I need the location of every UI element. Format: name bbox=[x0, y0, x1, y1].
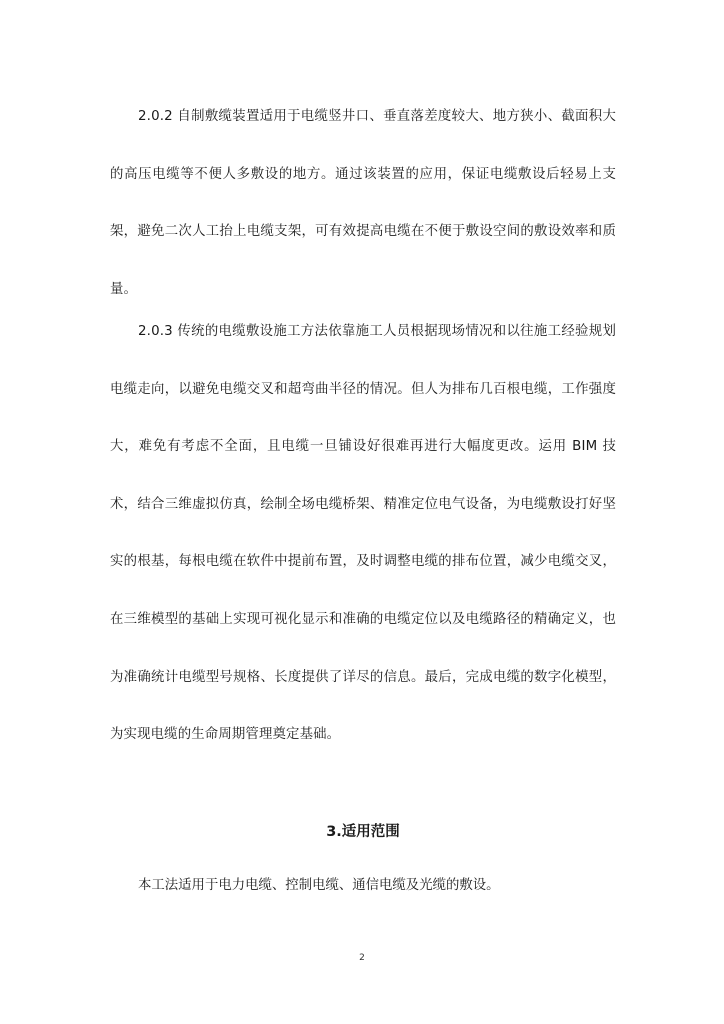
paragraph-text: 2.0.3 传统的电缆敷设施工方法依靠施工人员根据现场情况和以往施工经验规划电缆走向，以避免电缆交叉和超弯曲半径的情况。但人为排布几百根电缆，工作强度大，难免有考虑不全面，且电缆一旦铺设好很难再进行大幅度更改。运用 BIM 技术，结合三维虚拟仿真，绘制全场电缆桥架、精准定位电气设备，为电缆敷设打好坚实的根基，每根电缆在软件中提前布置，及时调整电缆的排布位置，减少电缆交叉，在三维模型的基础上实现可视化显示和准确的电缆定位以及电缆路径的精确定义，也为准确统计电缆型号规格、长度提供了详尽的信息。最后，完成电缆的数字化模型，为实现电缆的生命周期管理奠定基础。 bbox=[110, 324, 616, 743]
section-heading: 3.适用范围 bbox=[326, 824, 400, 840]
scope-paragraph bbox=[110, 874, 616, 898]
scope-text: 本工法适用于电力电缆、控制电缆、通信电缆及光缆的敷设。 bbox=[138, 878, 500, 893]
paragraph-2-0-2 bbox=[110, 88, 616, 318]
paragraph-text: 2.0.2 自制敷缆装置适用于电缆竖井口、垂直落差度较大、地方狭小、截面积大的高压电缆等不便人多敷设的地方。通过该装置的应用，保证电缆敷设后轻易上支架，避免二次人工抬上电缆支架，可有效提高电缆在不便于敷设空间的敷设效率和质量。 bbox=[110, 109, 616, 297]
page-number: 2 bbox=[359, 953, 365, 963]
paragraph-2-0-3 bbox=[110, 303, 616, 764]
